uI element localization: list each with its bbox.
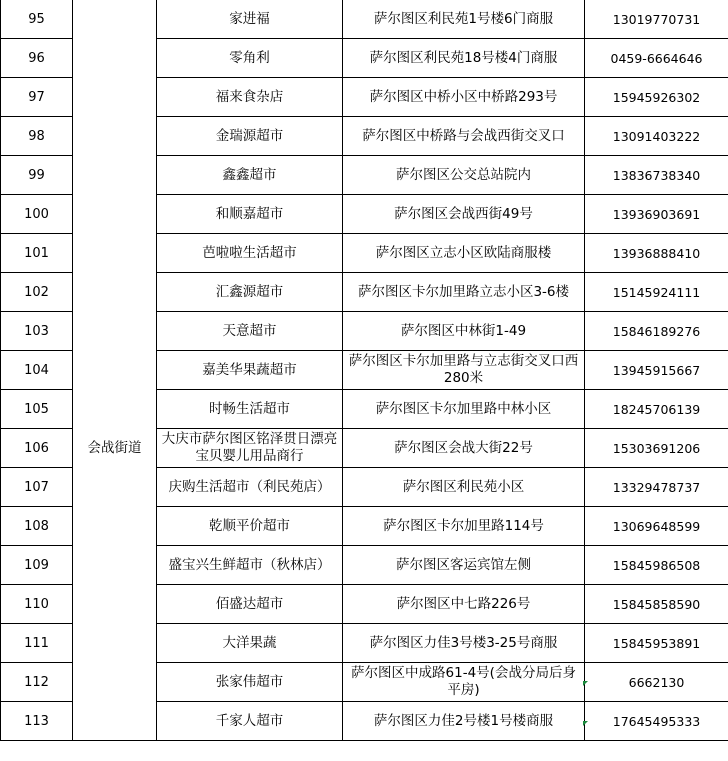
store-address: 萨尔图区会战西街49号 [343, 195, 585, 234]
row-number: 102 [1, 273, 73, 312]
table-row [1, 0, 728, 39]
store-phone: 15303691206 [585, 429, 728, 468]
store-phone: 15145924111 [585, 273, 728, 312]
store-name: 佰盛达超市 [157, 585, 343, 624]
district-cell [73, 507, 157, 546]
store-name: 家进福 [157, 0, 343, 39]
store-address: 萨尔图区卡尔加里路与立志街交叉口西280米 [343, 351, 585, 390]
table-row [1, 351, 728, 390]
store-name: 金瑞源超市 [157, 117, 343, 156]
table-row [1, 39, 728, 78]
stores-table-body [1, 0, 728, 741]
row-number: 103 [1, 312, 73, 351]
row-number: 100 [1, 195, 73, 234]
table-row [1, 195, 728, 234]
store-name: 张家伟超市 [157, 663, 343, 702]
table-row [1, 234, 728, 273]
district-cell [73, 546, 157, 585]
store-phone: 15846189276 [585, 312, 728, 351]
store-name: 芭啦啦生活超市 [157, 234, 343, 273]
store-name: 大庆市萨尔图区铭泽贯日漂亮宝贝婴儿用品商行 [157, 429, 343, 468]
store-name: 和顺嘉超市 [157, 195, 343, 234]
table-row [1, 468, 728, 507]
store-address: 萨尔图区力佳3号楼3-25号商服 [343, 624, 585, 663]
store-name: 天意超市 [157, 312, 343, 351]
row-number: 96 [1, 39, 73, 78]
store-phone: 0459-6664646 [585, 39, 728, 78]
row-number: 112 [1, 663, 73, 702]
store-address: 萨尔图区客运宾馆左侧 [343, 546, 585, 585]
table-row [1, 156, 728, 195]
row-number: 108 [1, 507, 73, 546]
district-cell [73, 0, 157, 39]
store-name: 乾顺平价超市 [157, 507, 343, 546]
store-name: 汇鑫源超市 [157, 273, 343, 312]
district-cell [73, 702, 157, 741]
store-phone: 15845858590 [585, 585, 728, 624]
district-cell [73, 273, 157, 312]
comment-marker-icon [583, 721, 588, 726]
table-row [1, 390, 728, 429]
district-cell [73, 663, 157, 702]
district-cell [73, 117, 157, 156]
table-row [1, 585, 728, 624]
store-phone: 13945915667 [585, 351, 728, 390]
store-address: 萨尔图区立志小区欧陆商服楼 [343, 234, 585, 273]
store-phone: 13836738340 [585, 156, 728, 195]
store-address: 萨尔图区中成路61-4号(会战分局后身平房) [343, 663, 585, 702]
table-row [1, 702, 728, 741]
store-phone: 13069648599 [585, 507, 728, 546]
store-name: 大洋果蔬 [157, 624, 343, 663]
store-phone: 13936903691 [585, 195, 728, 234]
store-address: 萨尔图区卡尔加里路立志小区3-6楼 [343, 273, 585, 312]
store-address: 萨尔图区卡尔加里路114号 [343, 507, 585, 546]
table-row [1, 429, 728, 468]
store-phone: 6662130 [585, 663, 728, 702]
row-number: 101 [1, 234, 73, 273]
store-address: 萨尔图区中林街1-49 [343, 312, 585, 351]
store-name: 庆购生活超市（利民苑店） [157, 468, 343, 507]
table-row [1, 507, 728, 546]
row-number: 105 [1, 390, 73, 429]
district-cell [73, 312, 157, 351]
store-address: 萨尔图区中七路226号 [343, 585, 585, 624]
table-row [1, 117, 728, 156]
district-cell [73, 39, 157, 78]
district-cell [73, 390, 157, 429]
store-name: 盛宝兴生鲜超市（秋林店） [157, 546, 343, 585]
store-phone: 17645495333 [585, 702, 728, 741]
row-number: 111 [1, 624, 73, 663]
table-row [1, 273, 728, 312]
store-phone: 15945926302 [585, 78, 728, 117]
comment-marker-icon [583, 681, 588, 686]
store-address: 萨尔图区卡尔加里路中林小区 [343, 390, 585, 429]
store-address: 萨尔图区利民苑1号楼6门商服 [343, 0, 585, 39]
district-cell [73, 78, 157, 117]
row-number: 95 [1, 0, 73, 39]
store-name: 福来食杂店 [157, 78, 343, 117]
store-address: 萨尔图区利民苑小区 [343, 468, 585, 507]
district-cell [73, 234, 157, 273]
store-name: 千家人超市 [157, 702, 343, 741]
row-number: 107 [1, 468, 73, 507]
district-cell [73, 624, 157, 663]
store-address: 萨尔图区中桥路与会战西街交叉口 [343, 117, 585, 156]
store-name: 零角利 [157, 39, 343, 78]
store-address: 萨尔图区力佳2号楼1号楼商服 [343, 702, 585, 741]
row-number: 109 [1, 546, 73, 585]
row-number: 110 [1, 585, 73, 624]
store-address: 萨尔图区公交总站院内 [343, 156, 585, 195]
store-phone: 13329478737 [585, 468, 728, 507]
store-phone: 13019770731 [585, 0, 728, 39]
table-row [1, 546, 728, 585]
district-cell [73, 468, 157, 507]
district-cell [73, 585, 157, 624]
row-number: 106 [1, 429, 73, 468]
table-row [1, 624, 728, 663]
row-number: 99 [1, 156, 73, 195]
district-cell [73, 351, 157, 390]
store-phone: 13936888410 [585, 234, 728, 273]
district-cell: 会战街道 [73, 429, 157, 468]
store-phone: 15845953891 [585, 624, 728, 663]
store-phone: 15845986508 [585, 546, 728, 585]
row-number: 97 [1, 78, 73, 117]
store-address: 萨尔图区会战大街22号 [343, 429, 585, 468]
row-number: 113 [1, 702, 73, 741]
district-cell [73, 195, 157, 234]
store-phone: 13091403222 [585, 117, 728, 156]
store-address: 萨尔图区利民苑18号楼4门商服 [343, 39, 585, 78]
district-cell [73, 156, 157, 195]
store-name: 时畅生活超市 [157, 390, 343, 429]
table-row [1, 78, 728, 117]
store-phone: 18245706139 [585, 390, 728, 429]
store-address: 萨尔图区中桥小区中桥路293号 [343, 78, 585, 117]
store-name: 鑫鑫超市 [157, 156, 343, 195]
table-row [1, 312, 728, 351]
table-row [1, 663, 728, 702]
row-number: 104 [1, 351, 73, 390]
store-name: 嘉美华果蔬超市 [157, 351, 343, 390]
row-number: 98 [1, 117, 73, 156]
